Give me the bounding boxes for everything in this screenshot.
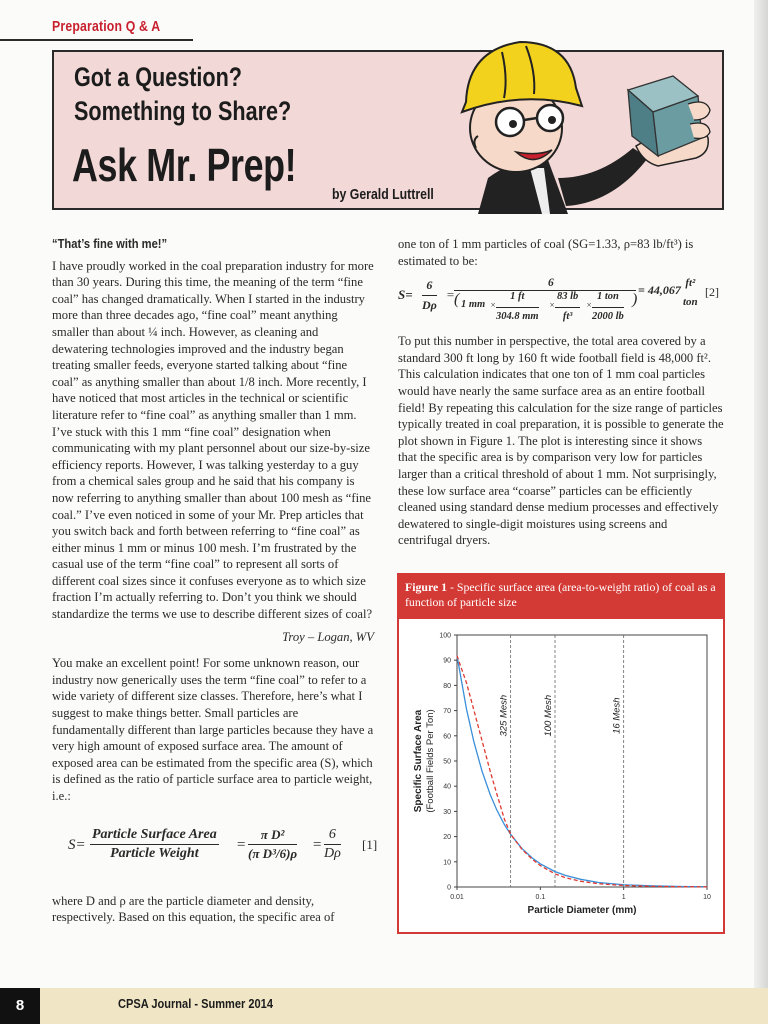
y-tick-label: 50 xyxy=(443,758,451,766)
left-column xyxy=(52,236,378,926)
y-tick-label: 40 xyxy=(443,783,451,791)
eq2-f3n: 1 ton xyxy=(592,289,624,308)
answer-paragraph-1: You make an excellent point! For some unknown reason, our industry now generically uses the term “fine coal” to refer to a wide variety of different size classes. Therefore, here’s what I suggest to make things better. Small particles are fundamentally different than large particles because they have a very high amount of exposed surface area. The amount of exposed area can be estimated from the specific area (S), which is defined as the ratio of particle surface area to particle weight, i.e.: xyxy=(52,656,374,803)
x-tick-label: 1 xyxy=(621,894,626,901)
y-tick-label: 70 xyxy=(443,708,451,716)
eq2-num1: 6 xyxy=(422,277,437,296)
eq1-fraction-2 xyxy=(248,827,297,863)
eq2-fraction-ton xyxy=(592,289,624,325)
question-heading: “That’s fine with me!” xyxy=(52,236,168,251)
banner-title-line2: Something to Share? xyxy=(74,96,292,126)
figure-caption-text: - Specific surface area (area-to-weight ratio) of coal as a function of particle size xyxy=(405,580,716,609)
eq1-num3: 6 xyxy=(324,827,341,846)
x-axis-label: Particle Diameter (mm) xyxy=(527,905,637,916)
eq2-unit xyxy=(683,275,698,310)
eq2-f1d: 304.8 mm xyxy=(496,310,539,322)
section-rule xyxy=(0,39,193,41)
page-edge-shadow xyxy=(754,0,768,1024)
right-paragraph-2: To put this number in perspective, the total area covered by a standard 300 ft long by 160 ft wide football field is 48,000 ft². This calculation indicates that one ton of 1 mm coal particles would have nearly the same surface area as an entire football field! By repeating this calculation for the size range of particles typically treated in coal preparation, it is possible to generate the plot shown in Figure 1. The plot is interesting since it shows that the specific area is by comparison very low for particles larger than a critical threshold of about 1 mm. Not surprisingly, these low surface area “coarse” particles can be efficiently cleaned using standard dense medium processes and effectively dewatered to single-digit moistures using screens and centrifugal dryers. xyxy=(398,334,724,548)
eq1-equals-b: = xyxy=(312,836,323,853)
eq2-fraction-lb xyxy=(555,289,580,325)
eq1-lhs: S= xyxy=(68,836,86,853)
eq1-den2: (π D³/6)ρ xyxy=(248,846,298,862)
journal-footer: CPSA Journal - Summer 2014 xyxy=(118,996,273,1011)
eq2-big-num: 6 xyxy=(548,277,554,290)
eq2-times-2: × xyxy=(549,300,556,311)
eq2-lhs: S= xyxy=(398,287,413,303)
eq1-num2: π D² xyxy=(248,827,297,846)
page-number: 8 xyxy=(0,988,40,1024)
y-tick-label: 100 xyxy=(439,632,451,640)
section-label: Preparation Q & A xyxy=(52,18,161,35)
surface-area-chart xyxy=(399,619,723,932)
cartoon-engineer-icon xyxy=(458,28,730,214)
eq2-f2d: ft³ xyxy=(562,310,573,322)
eq1-den1: Particle Weight xyxy=(110,846,199,862)
y-tick-label: 60 xyxy=(443,733,451,741)
banner-title-line1: Got a Question? xyxy=(74,62,243,92)
answer-paragraph-2: where D and ρ are the particle diameter and density, respectively. Based on this equation, the specific area of xyxy=(52,893,335,925)
right-column xyxy=(398,236,724,549)
eq2-paren-right: ) xyxy=(632,291,638,309)
question-text: I have proudly worked in the coal preparation industry for more than 30 years. During this time, the meaning of the term “fine coal” has changed dramatically. When I started in the industry more than three decades ago, “fine coal” meant anything smaller than about ¼ inch. However, as cleaning and dewatering technologies improved and the industry began treating smaller feeds, everyone started talking about “fine coal” as anything smaller than about 1/8 inch. More recently, I have noticed that most articles in the technical or scientific literature refer to “fine coal” as anything smaller than 1 mm. I’ve stuck with this 1 mm “fine coal” designation when communicating with my plant personnel about our size-by-size efficiency reports. However, I was talking yesterday to a guy from a chemical sales group and he said that his company is now referring to anything smaller than about 100 mesh as “fine coal.” I’ve even noticed in some of your Mr. Prep articles that you switch back and forth between referring to “fine coal” as either minus 1 mm or minus 100 mesh. I’m frustrated by the casual use of the term “fine coal” to represent all sorts of different coal sizes since it confuses everyone as to which size fraction I’m actually referring to. Don’t you think we should standardize the terms we use to describe different sizes of coal? xyxy=(52,258,374,622)
eq1-fraction-1 xyxy=(90,827,219,863)
eq1-equals-a: = xyxy=(236,836,247,853)
figure-1 xyxy=(397,573,725,934)
eq1-number: [1] xyxy=(362,836,378,852)
eq2-equals-a: = xyxy=(446,287,455,303)
y-tick-label: 10 xyxy=(443,859,451,867)
eq1-den3: Dρ xyxy=(324,846,341,862)
eq2-number: [2] xyxy=(705,285,719,300)
eq2-den1: Dρ xyxy=(422,297,437,312)
eq2-term1: 1 mm xyxy=(461,299,486,311)
mesh-label: 100 Mesh xyxy=(543,694,555,737)
right-paragraph-1: one ton of 1 mm particles of coal (SG=1.33, ρ=83 lb/ft³) is estimated to be: xyxy=(398,237,694,268)
equation-2 xyxy=(398,275,724,322)
figure-caption xyxy=(399,575,723,619)
eq2-result: = 44,067 xyxy=(638,283,681,298)
eq2-f1n: 1 ft xyxy=(496,289,539,308)
eq1-num1: Particle Surface Area xyxy=(90,827,219,846)
y-tick-label: 30 xyxy=(443,808,451,816)
equation-1 xyxy=(52,819,378,877)
reader-signature: Troy – Logan, WV xyxy=(282,629,374,644)
eq2-times-3: × xyxy=(586,300,593,311)
eq2-unit-den: ton xyxy=(683,295,698,308)
eq2-f3d: 2000 lb xyxy=(592,310,624,322)
y-tick-label: 80 xyxy=(443,682,451,690)
mesh-label: 16 Mesh xyxy=(611,697,623,734)
y-tick-label: 90 xyxy=(443,657,451,665)
y-axis-label: Specific Surface Area xyxy=(413,709,424,813)
eq1-fraction-3 xyxy=(324,827,341,863)
y-tick-label: 20 xyxy=(443,834,451,842)
eq2-f2n: 83 lb xyxy=(555,289,580,308)
eq2-fraction-1 xyxy=(422,277,437,313)
eq2-times-1: × xyxy=(490,300,497,311)
byline: by Gerald Luttrell xyxy=(332,186,434,203)
footer-band xyxy=(0,988,768,1024)
plot-area xyxy=(457,635,707,887)
eq2-unit-num: ft² xyxy=(685,277,696,290)
y-tick-label: 0 xyxy=(447,884,451,892)
y-axis-label-units: (Football Fields Per Ton) xyxy=(425,709,436,813)
mesh-label: 325 Mesh xyxy=(498,694,510,737)
eq2-paren-left: ( xyxy=(454,291,460,309)
figure-caption-label: Figure 1 xyxy=(405,580,448,594)
x-tick-label: 0.01 xyxy=(450,894,464,901)
x-tick-label: 0.1 xyxy=(535,894,546,901)
eq2-fraction-ft xyxy=(496,289,539,325)
banner-title-line3: Ask Mr. Prep! xyxy=(72,139,297,191)
x-tick-label: 10 xyxy=(703,894,711,901)
